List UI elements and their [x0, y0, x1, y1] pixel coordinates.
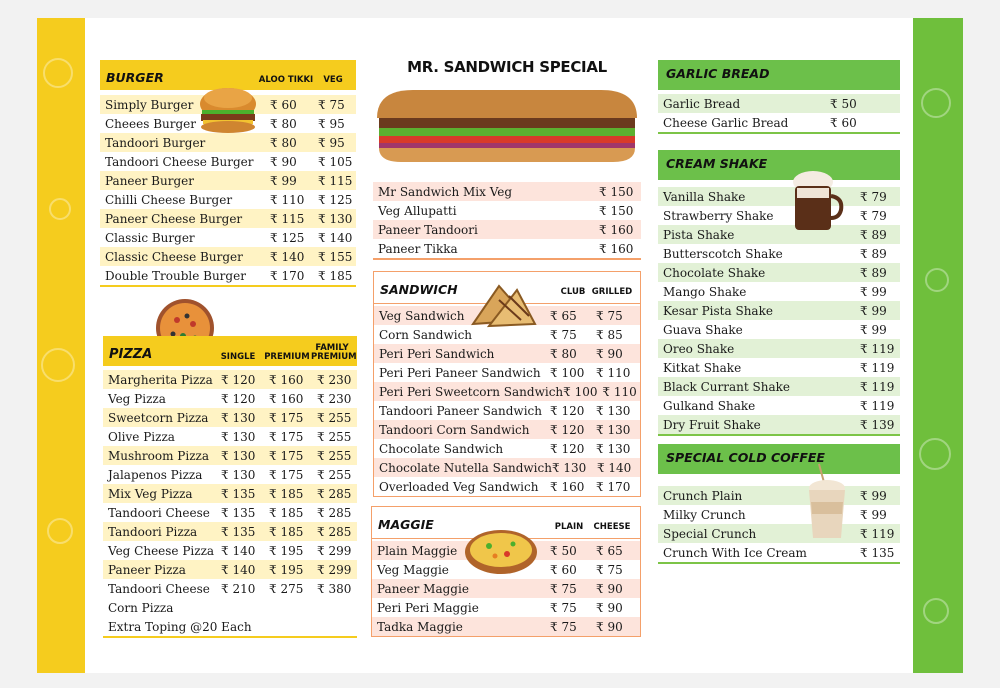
- sandwich-item-price: ₹ 75: [596, 308, 623, 323]
- shake-item-name: Chocolate Shake: [663, 265, 766, 280]
- shake-item-name: Black Currant Shake: [663, 379, 790, 394]
- burger-item-price: ₹ 80: [270, 116, 297, 131]
- shake-item: [658, 339, 900, 358]
- cream-shake-section: [658, 150, 900, 436]
- burger-item: [100, 228, 356, 247]
- shake-item-name: Kitkat Shake: [663, 360, 742, 375]
- burger-item-price: ₹ 155: [318, 249, 353, 264]
- right-decorative-stripe: [913, 18, 963, 673]
- burger-item-price: ₹ 60: [270, 97, 297, 112]
- pizza-item: [103, 560, 357, 579]
- cold-coffee-glass-image: [801, 462, 853, 544]
- cream-shake-header: [658, 150, 900, 180]
- pizza-item-price: ₹ 160: [269, 391, 304, 406]
- pizza-item-price: ₹ 120: [221, 372, 256, 387]
- sandwich-item-name: Peri Peri Sandwich: [379, 346, 495, 361]
- shake-item-price: ₹ 139: [860, 417, 895, 432]
- burger-item-price: ₹ 75: [318, 97, 345, 112]
- pizza-item-price: ₹ 185: [269, 505, 304, 520]
- pizza-item: [103, 484, 357, 503]
- burger-item: [100, 209, 356, 228]
- sandwich-item-name: Veg Sandwich: [379, 308, 465, 323]
- garlic-bread-item-name: Garlic Bread: [663, 96, 741, 111]
- pizza-item-name: Tandoori Cheese: [108, 505, 210, 520]
- shake-item-price: ₹ 89: [860, 246, 887, 261]
- maggie-item-price: ₹ 90: [596, 600, 623, 615]
- pizza-item: [103, 389, 357, 408]
- burger-item-name: Classic Cheese Burger: [105, 249, 243, 264]
- pizza-item-price: ₹ 275: [269, 581, 304, 596]
- burger-item-name: Cheees Burger: [105, 116, 196, 131]
- pizza-col-premium: PREMIUM: [264, 352, 310, 362]
- maggie-item-price: ₹ 65: [596, 543, 623, 558]
- garlic-bread-title: GARLIC BREAD: [666, 66, 770, 81]
- cream-shake-list: [658, 180, 900, 436]
- burger-item: [100, 190, 356, 209]
- shake-item-name: Kesar Pista Shake: [663, 303, 773, 318]
- sandwich-item-price: ₹ 130: [596, 403, 631, 418]
- pizza-item: [103, 408, 357, 427]
- garlic-bread-item: [658, 113, 900, 132]
- maggie-item-price: ₹ 75: [550, 600, 577, 615]
- pizza-item-price: ₹ 255: [317, 448, 352, 463]
- pizza-item: [103, 503, 357, 522]
- sandwich-list: [374, 304, 640, 496]
- pizza-item: [103, 427, 357, 446]
- burger-item-price: ₹ 80: [270, 135, 297, 150]
- pizza-col-family-premium: [311, 343, 357, 362]
- pizza-item: [103, 579, 357, 598]
- maggie-item: [372, 598, 640, 617]
- pizza-extra-topping-label: Extra Toping @20 Each: [108, 619, 252, 634]
- burger-item-price: ₹ 90: [270, 154, 297, 169]
- shake-item-price: ₹ 79: [860, 189, 887, 204]
- sandwich-item-name: Chocolate Sandwich: [379, 441, 504, 456]
- sandwich-item: [374, 439, 640, 458]
- pizza-item-price: ₹ 130: [221, 467, 256, 482]
- pizza-item-price: ₹ 120: [221, 391, 256, 406]
- pizza-item-price: ₹ 195: [269, 562, 304, 577]
- burger-item-name: Double Trouble Burger: [105, 268, 246, 283]
- cold-coffee-item: [658, 524, 900, 543]
- maggie-image: [463, 526, 539, 576]
- garlic-bread-section: [658, 60, 900, 134]
- burger-item: [100, 171, 356, 190]
- burger-item-name: Simply Burger: [105, 97, 194, 112]
- special-item: [373, 201, 641, 220]
- shake-item: [658, 301, 900, 320]
- pizza-item-name: Tandoori Cheese: [108, 581, 210, 596]
- garlic-bread-list: [658, 90, 900, 134]
- sandwich-item: [374, 401, 640, 420]
- maggie-item-price: ₹ 90: [596, 619, 623, 634]
- garlic-bread-item-price: ₹ 50: [830, 96, 857, 111]
- pizza-item-price: ₹ 140: [221, 562, 256, 577]
- special-item-name: Mr Sandwich Mix Veg: [378, 184, 513, 199]
- pizza-item-price: ₹ 285: [317, 524, 352, 539]
- cold-coffee-item-price: ₹ 119: [860, 526, 895, 541]
- maggie-col-plain: PLAIN: [554, 522, 584, 532]
- garlic-bread-item-price: ₹ 60: [830, 115, 857, 130]
- cold-coffee-item: [658, 486, 900, 505]
- sandwich-item-price: ₹ 80: [550, 346, 577, 361]
- shake-mug-image: [787, 168, 845, 234]
- cream-shake-title: CREAM SHAKE: [666, 156, 768, 171]
- cold-coffee-title: SPECIAL COLD COFFEE: [666, 450, 825, 465]
- burger-item-price: ₹ 105: [318, 154, 353, 169]
- maggie-item: [372, 617, 640, 636]
- sandwich-col-grilled: GRILLED: [591, 287, 633, 297]
- burger-item-name: Tandoori Cheese Burger: [105, 154, 254, 169]
- garlic-bread-item: [658, 94, 900, 113]
- burger-item-price: ₹ 110: [270, 192, 305, 207]
- sandwich-item: [374, 420, 640, 439]
- special-item-name: Paneer Tandoori: [378, 222, 478, 237]
- sandwich-item-price: ₹ 130: [596, 422, 631, 437]
- sandwich-item-price: ₹ 65: [550, 308, 577, 323]
- sandwich-item-price: ₹ 120: [550, 403, 585, 418]
- burger-item-name: Paneer Cheese Burger: [105, 211, 243, 226]
- sandwich-item-name: Peri Peri Paneer Sandwich: [379, 365, 541, 380]
- pizza-item-price: ₹ 230: [317, 391, 352, 406]
- special-item-price: ₹ 160: [599, 241, 634, 256]
- shake-item-price: ₹ 79: [860, 208, 887, 223]
- special-item: [373, 182, 641, 201]
- shake-item-price: ₹ 99: [860, 303, 887, 318]
- pizza-item-name: Margherita Pizza: [108, 372, 213, 387]
- pizza-col-family-label: FAMILY: [315, 343, 349, 353]
- pizza-item: [103, 541, 357, 560]
- burger-item-price: ₹ 125: [270, 230, 305, 245]
- shake-item: [658, 187, 900, 206]
- burger-col-veg: VEG: [323, 75, 343, 85]
- maggie-col-cheese: CHEESE: [593, 522, 631, 532]
- pizza-extra-topping: [103, 617, 357, 638]
- burger-item-price: ₹ 95: [318, 116, 345, 131]
- cold-coffee-item: [658, 505, 900, 524]
- pizza-col-single: SINGLE: [220, 352, 256, 362]
- pizza-item-price: ₹ 140: [221, 543, 256, 558]
- pizza-item-price: ₹ 175: [269, 467, 304, 482]
- pizza-item-price: ₹ 130: [221, 410, 256, 425]
- shake-item: [658, 377, 900, 396]
- cold-coffee-item-price: ₹ 99: [860, 507, 887, 522]
- pizza-item: [103, 522, 357, 541]
- burger-item: [100, 266, 356, 285]
- maggie-item-name: Veg Maggie: [377, 562, 449, 577]
- pizza-section: [103, 336, 357, 638]
- garlic-bread-header: [658, 60, 900, 90]
- maggie-item-price: ₹ 75: [550, 619, 577, 634]
- burger-item: [100, 247, 356, 266]
- pizza-item-name: Mushroom Pizza: [108, 448, 209, 463]
- sandwich-item-price: ₹ 90: [596, 346, 623, 361]
- sandwich-item: [374, 382, 640, 401]
- maggie-item: [372, 579, 640, 598]
- pizza-title: PIZZA: [109, 347, 153, 362]
- shake-item: [658, 358, 900, 377]
- shake-item: [658, 244, 900, 263]
- pizza-item-price: ₹ 135: [221, 486, 256, 501]
- burger-item-price: ₹ 99: [270, 173, 297, 188]
- maggie-item-price: ₹ 75: [596, 562, 623, 577]
- special-item-price: ₹ 160: [599, 222, 634, 237]
- pizza-list: [103, 366, 357, 598]
- pizza-item-name: Mix Veg Pizza: [108, 486, 193, 501]
- shake-item-name: Oreo Shake: [663, 341, 735, 356]
- sandwich-item-price: ₹ 120: [550, 422, 585, 437]
- shake-item-name: Mango Shake: [663, 284, 747, 299]
- maggie-item-name: Peri Peri Maggie: [377, 600, 479, 615]
- shake-item-price: ₹ 99: [860, 284, 887, 299]
- sandwich-title: SANDWICH: [380, 282, 458, 297]
- burger-item-price: ₹ 125: [318, 192, 353, 207]
- sandwich-item-name: Chocolate Nutella Sandwich: [379, 460, 552, 475]
- pizza-extra-corn-label: Corn Pizza: [108, 600, 174, 615]
- pizza-item: [103, 446, 357, 465]
- burger-title: BURGER: [106, 70, 164, 85]
- sandwich-item-price: ₹ 120: [550, 441, 585, 456]
- burger-image: [197, 84, 259, 134]
- burger-item-name: Chilli Cheese Burger: [105, 192, 233, 207]
- special-title: MR. SANDWICH SPECIAL: [407, 58, 607, 76]
- shake-item-name: Pista Shake: [663, 227, 735, 242]
- left-decorative-stripe: [37, 18, 85, 673]
- sandwich-item-price: ₹ 85: [596, 327, 623, 342]
- pizza-item-price: ₹ 130: [221, 448, 256, 463]
- sandwich-item-price: ₹ 75: [550, 327, 577, 342]
- sandwich-image: [373, 80, 641, 170]
- pizza-extra-corn: [103, 598, 357, 617]
- shake-item-name: Vanilla Shake: [663, 189, 746, 204]
- maggie-item-price: ₹ 75: [550, 581, 577, 596]
- burger-item-name: Paneer Burger: [105, 173, 194, 188]
- burger-item-name: Tandoori Burger: [105, 135, 206, 150]
- special-section: [373, 58, 641, 260]
- shake-item-name: Guava Shake: [663, 322, 743, 337]
- cold-coffee-item-name: Special Crunch: [663, 526, 757, 541]
- sandwich-item-name: Overloaded Veg Sandwich: [379, 479, 539, 494]
- cold-coffee-item-price: ₹ 99: [860, 488, 887, 503]
- shake-item-price: ₹ 89: [860, 227, 887, 242]
- special-item-name: Veg Allupatti: [378, 203, 457, 218]
- pizza-item-name: Jalapenos Pizza: [108, 467, 203, 482]
- shake-item: [658, 282, 900, 301]
- cold-coffee-item: [658, 543, 900, 562]
- maggie-item-name: Plain Maggie: [377, 543, 458, 558]
- shake-item: [658, 206, 900, 225]
- shake-item: [658, 415, 900, 434]
- maggie-title: MAGGIE: [378, 517, 434, 532]
- pizza-item-name: Sweetcorn Pizza: [108, 410, 209, 425]
- menu-page: [37, 18, 963, 673]
- pizza-item-price: ₹ 255: [317, 467, 352, 482]
- pizza-item-price: ₹ 175: [269, 429, 304, 444]
- burger-item-price: ₹ 115: [270, 211, 305, 226]
- pizza-header: [103, 336, 357, 366]
- burger-item-price: ₹ 170: [270, 268, 305, 283]
- burger-item-price: ₹ 115: [318, 173, 353, 188]
- shake-item-price: ₹ 119: [860, 360, 895, 375]
- special-item-price: ₹ 150: [599, 203, 634, 218]
- burger-item-price: ₹ 130: [318, 211, 353, 226]
- grilled-sandwich-image: [469, 280, 537, 330]
- pizza-item-name: Paneer Pizza: [108, 562, 186, 577]
- shake-item-price: ₹ 119: [860, 341, 895, 356]
- sandwich-item-price: ₹ 170: [596, 479, 631, 494]
- garlic-bread-item-name: Cheese Garlic Bread: [663, 115, 789, 130]
- pizza-item-price: ₹ 285: [317, 486, 352, 501]
- burger-item: [100, 152, 356, 171]
- pizza-item-price: ₹ 195: [269, 543, 304, 558]
- special-item: [373, 239, 641, 258]
- pizza-item-price: ₹ 175: [269, 410, 304, 425]
- burger-item-price: ₹ 140: [270, 249, 305, 264]
- burger-item-price: ₹ 185: [318, 268, 353, 283]
- burger-item-name: Classic Burger: [105, 230, 195, 245]
- special-item-name: Paneer Tikka: [378, 241, 458, 256]
- special-item-price: ₹ 150: [599, 184, 634, 199]
- pizza-item-price: ₹ 299: [317, 543, 352, 558]
- shake-item-price: ₹ 119: [860, 398, 895, 413]
- pizza-item-price: ₹ 185: [269, 524, 304, 539]
- cold-coffee-list: [658, 474, 900, 564]
- sandwich-item-name: Tandoori Paneer Sandwich: [379, 403, 542, 418]
- pizza-item-price: ₹ 299: [317, 562, 352, 577]
- sandwich-item-price: ₹ 140: [596, 460, 632, 475]
- pizza-item: [103, 370, 357, 389]
- sandwich-item-price: ₹ 100: [563, 384, 598, 399]
- sandwich-item-price: ₹ 110: [596, 365, 631, 380]
- sandwich-item: [374, 363, 640, 382]
- sandwich-item: [374, 458, 640, 477]
- sandwich-item-price: ₹ 130: [551, 460, 587, 475]
- pizza-col-premium-label: PREMIUM: [311, 352, 357, 362]
- sandwich-item-price: ₹ 130: [596, 441, 631, 456]
- burger-item-price: ₹ 140: [318, 230, 353, 245]
- sandwich-item-name: Corn Sandwich: [379, 327, 473, 342]
- shake-item-name: Dry Fruit Shake: [663, 417, 761, 432]
- pizza-item-price: ₹ 380: [317, 581, 352, 596]
- sandwich-item-price: ₹ 100: [550, 365, 585, 380]
- pizza-item-price: ₹ 185: [269, 486, 304, 501]
- pizza-item-price: ₹ 255: [317, 410, 352, 425]
- cold-coffee-item-name: Crunch With Ice Cream: [663, 545, 807, 560]
- pizza-item: [103, 465, 357, 484]
- shake-item-price: ₹ 89: [860, 265, 887, 280]
- pizza-item-price: ₹ 210: [221, 581, 256, 596]
- pizza-item-name: Veg Cheese Pizza: [108, 543, 215, 558]
- maggie-item-name: Paneer Maggie: [377, 581, 469, 596]
- sandwich-item-name: Tandoori Corn Sandwich: [379, 422, 530, 437]
- burger-item: [100, 133, 356, 152]
- burger-col-aloo-tikki: ALOO TIKKI: [258, 75, 314, 85]
- sandwich-item: [374, 477, 640, 496]
- sandwich-item-price: ₹ 110: [602, 384, 637, 399]
- sandwich-item: [374, 344, 640, 363]
- shake-item: [658, 263, 900, 282]
- sandwich-item-price: ₹ 160: [550, 479, 585, 494]
- burger-item-price: ₹ 95: [318, 135, 345, 150]
- pizza-item-name: Olive Pizza: [108, 429, 175, 444]
- cold-coffee-section: [658, 444, 900, 564]
- pizza-item-price: ₹ 230: [317, 372, 352, 387]
- shake-item: [658, 225, 900, 244]
- shake-item-price: ₹ 99: [860, 322, 887, 337]
- pizza-item-price: ₹ 255: [317, 429, 352, 444]
- maggie-item-name: Tadka Maggie: [377, 619, 463, 634]
- pizza-item-price: ₹ 160: [269, 372, 304, 387]
- shake-item-price: ₹ 119: [860, 379, 895, 394]
- pizza-item-name: Tandoori Pizza: [108, 524, 198, 539]
- sandwich-col-club: CLUB: [560, 287, 586, 297]
- maggie-item-price: ₹ 50: [550, 543, 577, 558]
- sandwich-item-name: Peri Peri Sweetcorn Sandwich: [379, 384, 564, 399]
- pizza-item-price: ₹ 135: [221, 505, 256, 520]
- shake-item-name: Gulkand Shake: [663, 398, 756, 413]
- cold-coffee-item-name: Milky Crunch: [663, 507, 746, 522]
- special-item: [373, 220, 641, 239]
- cold-coffee-header: [658, 444, 900, 474]
- maggie-item-price: ₹ 60: [550, 562, 577, 577]
- special-list: [373, 178, 641, 260]
- cold-coffee-item-price: ₹ 135: [860, 545, 895, 560]
- pizza-item-price: ₹ 130: [221, 429, 256, 444]
- pizza-item-price: ₹ 175: [269, 448, 304, 463]
- pizza-item-name: Veg Pizza: [108, 391, 166, 406]
- cold-coffee-item-name: Crunch Plain: [663, 488, 743, 503]
- pizza-item-price: ₹ 285: [317, 505, 352, 520]
- shake-item-name: Strawberry Shake: [663, 208, 774, 223]
- shake-item: [658, 320, 900, 339]
- shake-item-name: Butterscotch Shake: [663, 246, 783, 261]
- maggie-item-price: ₹ 90: [596, 581, 623, 596]
- shake-item: [658, 396, 900, 415]
- pizza-item-price: ₹ 135: [221, 524, 256, 539]
